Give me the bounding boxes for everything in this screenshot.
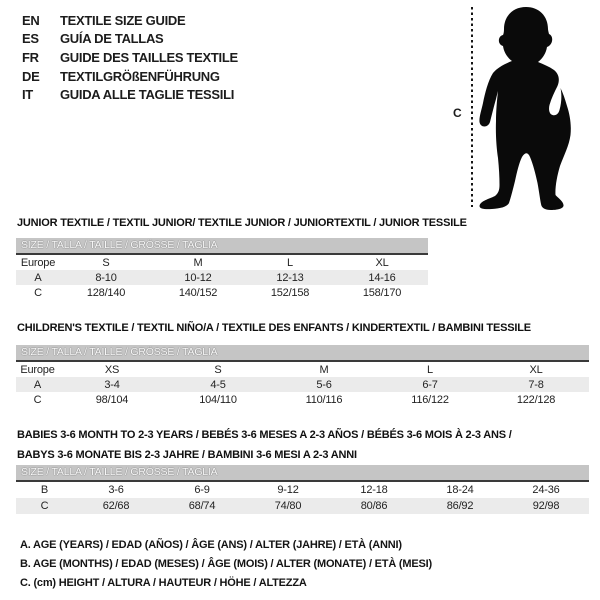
language-label: GUIDE DES TAILLES TEXTILE [60,49,238,65]
row-label: A [33,378,42,391]
language-label: TEXTILE SIZE GUIDE [60,12,186,28]
baby-silhouette-icon [477,5,577,211]
cell: 80/86 [360,500,388,512]
language-code: FR [22,49,39,65]
cell: 3-4 [104,378,120,391]
babies-section-title [17,425,583,465]
babies-size-table [16,465,589,514]
junior-section-title: JUNIOR TEXTILE / TEXTIL JUNIOR/ TEXTILE JUNIOR / JUNIORTEXTIL / JUNIOR TESSILE [17,217,467,229]
row-label: A [34,271,42,284]
language-list [22,11,238,104]
cell: XL [529,363,543,376]
size-header-bar: SIZE / TALLA / TAILLE / GRÖSSE / TAGLIA [16,238,428,255]
cell: 6-7 [422,378,438,391]
language-row [22,11,238,30]
children-size-table [16,345,589,407]
language-label: GUÍA DE TALLAS [60,31,164,47]
language-row [22,30,238,49]
babies-section-title-line1: BABIES 3-6 MONTH TO 2-3 YEARS / BEBÉS 3-6 MESES A 2-3 AÑOS / BÉBÉS 3-6 MOIS À 2-3 ANS / [17,429,512,441]
cell: XL [375,256,389,269]
cell: 5-6 [316,378,332,391]
cell: 10-12 [184,271,212,284]
babies-section-title-line2: BABYS 3-6 MONATE BIS 2-3 JAHRE / BAMBINI 3-6 MESI A 2-3 ANNI [17,449,357,461]
row-label: C [34,286,42,299]
cell: 68/74 [188,500,216,512]
table-row [16,498,589,514]
language-row [22,85,238,104]
cell: 12-18 [360,484,388,496]
cell: 4-5 [210,378,226,391]
table-row [16,482,589,498]
cell: 86/92 [446,500,474,512]
cell: 62/68 [102,500,130,512]
cell: 110/116 [305,393,343,406]
cell: 104/110 [199,393,237,406]
cell: 116/122 [411,393,449,406]
cell: 98/104 [95,393,129,406]
footnote-a: A. AGE (YEARS) / EDAD (AÑOS) / ÂGE (ANS) / ALTER (JAHRE) / ETÀ (ANNI) [20,539,402,551]
cell: L [287,256,293,269]
cell: M [193,256,203,269]
language-label: TEXTILGRÖßENFÜHRUNG [60,68,220,84]
cell: 12-13 [276,271,304,284]
language-row [22,67,238,86]
cell: 14-16 [368,271,396,284]
height-measure-dotted-line [471,7,473,207]
table-row [16,377,589,392]
row-label: C [40,500,49,512]
cell: 6-9 [194,484,210,496]
cell: S [214,363,222,376]
cell: 3-6 [108,484,124,496]
row-label: B [40,484,49,496]
table-row [16,270,428,285]
cell: 122/128 [516,393,556,406]
row-label: Europe [20,363,55,376]
table-row [16,285,428,300]
cell: 18-24 [446,484,474,496]
children-section-title: CHILDREN'S TEXTILE / TEXTIL NIÑO/A / TEXTILE DES ENFANTS / KINDERTEXTIL / BAMBINI TESSILE [17,322,531,334]
footnote-b: B. AGE (MONTHS) / EDAD (MESES) / ÂGE (MOIS) / ALTER (MONATE) / ETÀ (MESI) [20,557,432,570]
cell: 92/98 [532,500,560,512]
row-label: C [33,393,42,406]
cell: 9-12 [277,484,299,496]
table-row [16,362,589,377]
language-label: GUIDA ALLE TAGLIE TESSILI [60,87,235,103]
row-label: Europe [20,256,56,269]
footnotes [20,536,432,592]
language-code: EN [22,12,40,28]
table-row [16,392,589,407]
cell: 152/158 [270,286,310,299]
cell: S [102,256,110,269]
cell: 8-10 [95,271,117,284]
cell: 128/140 [86,286,126,299]
size-header-bar: SIZE / TALLA / TAILLE / GRÖSSE / TAGLIA [16,345,589,362]
language-code: IT [22,87,33,103]
language-row [22,48,238,67]
footnote-c: C. (cm) HEIGHT / ALTURA / HAUTEUR / HÖHE / ALTEZZA [20,576,307,589]
table-row [16,255,428,270]
cell: L [427,363,433,376]
cell: 7-8 [528,378,544,391]
cell: 158/170 [362,286,402,299]
cell: M [319,363,329,376]
cell: 24-36 [532,484,560,496]
height-measure-label: C [453,106,462,120]
language-code: DE [22,68,40,84]
cell: XS [104,363,120,376]
junior-size-table [16,238,428,300]
cell: 140/152 [178,286,218,299]
size-header-bar: SIZE / TALLA / TAILLE / GRÖSSE / TAGLIA [16,465,589,482]
cell: 74/80 [274,500,302,512]
language-code: ES [22,31,39,47]
